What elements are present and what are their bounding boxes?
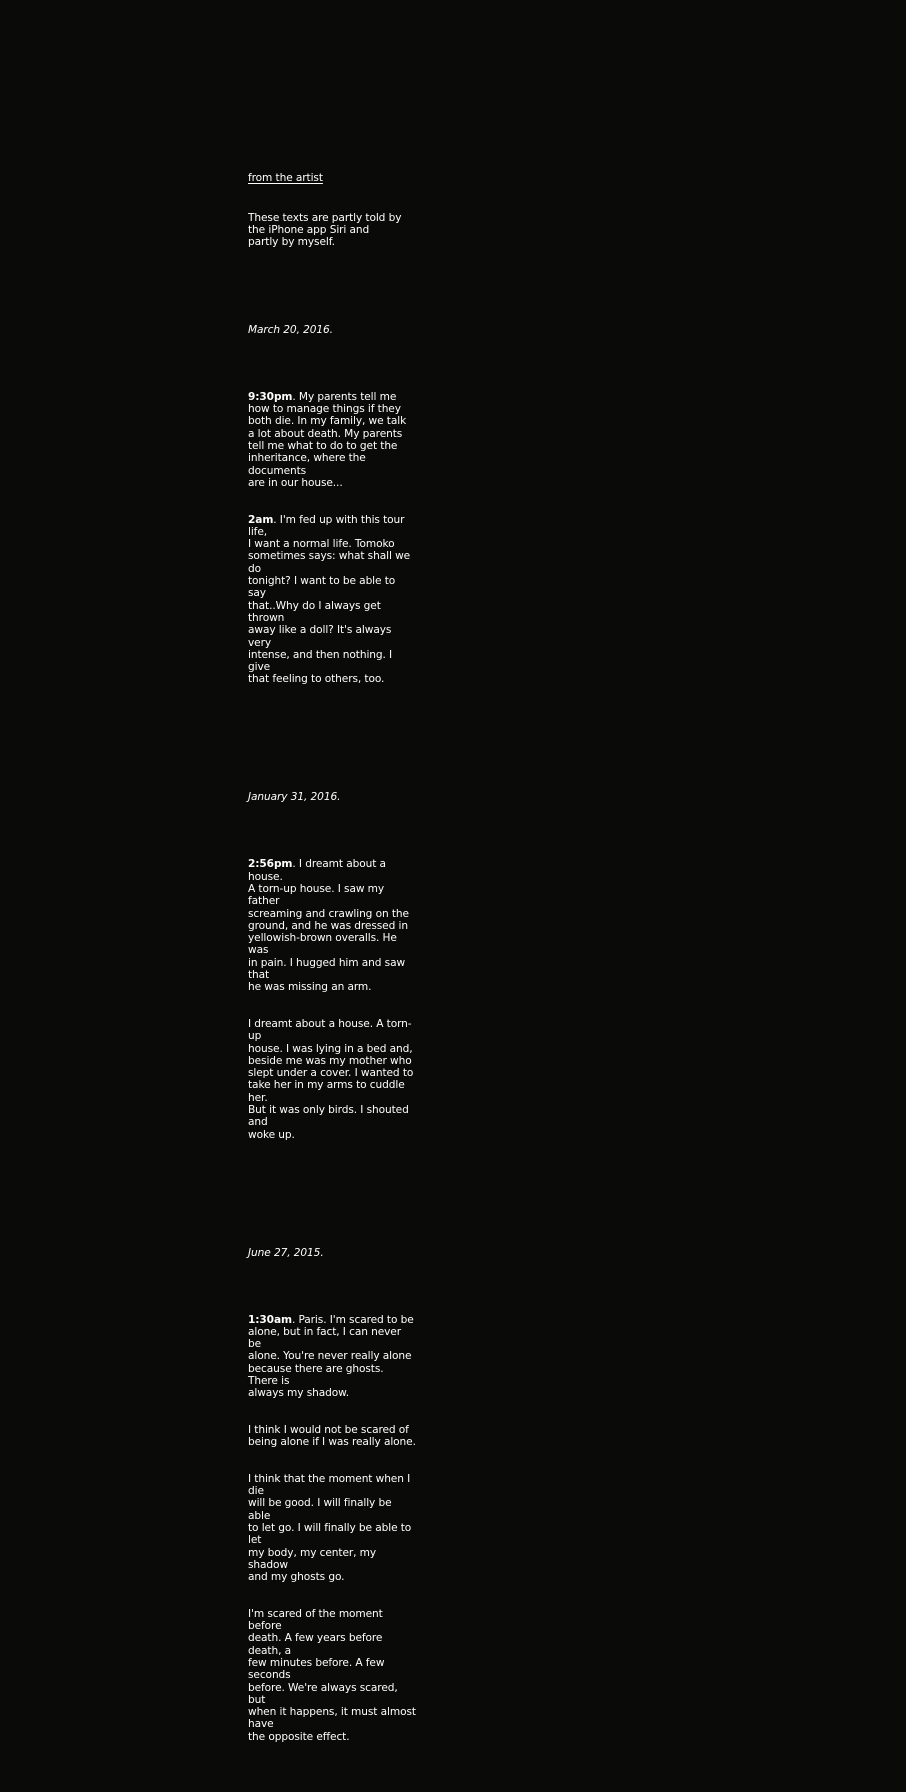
diary-section [248,312,416,743]
entry-paragraph [248,391,416,489]
entry-time: 2am [248,513,274,526]
entry-text: I dreamt about a house. A torn-up house. I was lying in a bed and, beside me was my mother who slept under a cover. I wanted to take her in my arms to cuddle her. But it was only birds. I shouted and woke up. [248,1017,414,1141]
entry-paragraph [248,1314,416,1400]
entry-paragraph [248,1424,416,1449]
entry-time: 9:30pm [248,390,293,403]
entry-text: I'm scared of the moment before death. A few years before death, a few minutes before. A few seconds before. We're always scared, but when it happens, it must almost have the opposite effect. [248,1607,416,1743]
section-date: June 27, 2015. [248,1246,324,1259]
text-column [248,160,416,1792]
entry-text: I think I would not be scared of being alone if I was really alone. [248,1423,416,1449]
entry-time: 2:56pm [248,858,293,871]
section-date: March 20, 2016. [248,323,333,336]
heading: from the artist [248,172,323,185]
intro-text: These texts are partly told by the iPhone app Siri and partly by myself. [248,211,402,249]
entry-paragraph [248,1018,416,1141]
diary-section [248,779,416,1197]
entry-paragraph [248,858,416,993]
diary-entry [248,846,416,1165]
diary-entry [248,379,416,710]
entry-text: . My parents tell me how to manage things if they both die. In my family, we talk a lot about death. My parents tell me what to do to get the inheritance, where the documents are in our house... [248,390,407,489]
entry-text: . I'm fed up with this tour life, I want a normal life. Tomoko sometimes says: what shall we do tonight? I want to be able to say that..Why do I always get thrown away like a doll? It's always very intense, and then nothing. I give that feeling to others, too. [248,513,411,686]
entry-time: 1:30am [248,1313,292,1326]
entry-text: I think that the moment when I die will be good. I will finally be able to let go. I will finally be able to let my body, my center, my shadow and my ghosts go. [248,1472,412,1584]
diary-section [248,1234,416,1779]
entry-paragraph [248,1473,416,1584]
entry-paragraph [248,1608,416,1743]
entry-text: . Paris. I'm scared to be alone, but in fact, I can never be alone. You're never really alone because there are ghosts. There is always my shadow. [248,1313,414,1400]
entry-paragraph [248,514,416,686]
diary-entry [248,1301,416,1767]
section-date: January 31, 2016. [248,791,341,804]
entry-text: . I dreamt about a house. A torn-up house. I saw my father screaming and crawling on the ground, and he was dressed in yellowish-brown overalls. He was in pain. I hugged him and saw that he was missing an arm. [248,858,409,994]
